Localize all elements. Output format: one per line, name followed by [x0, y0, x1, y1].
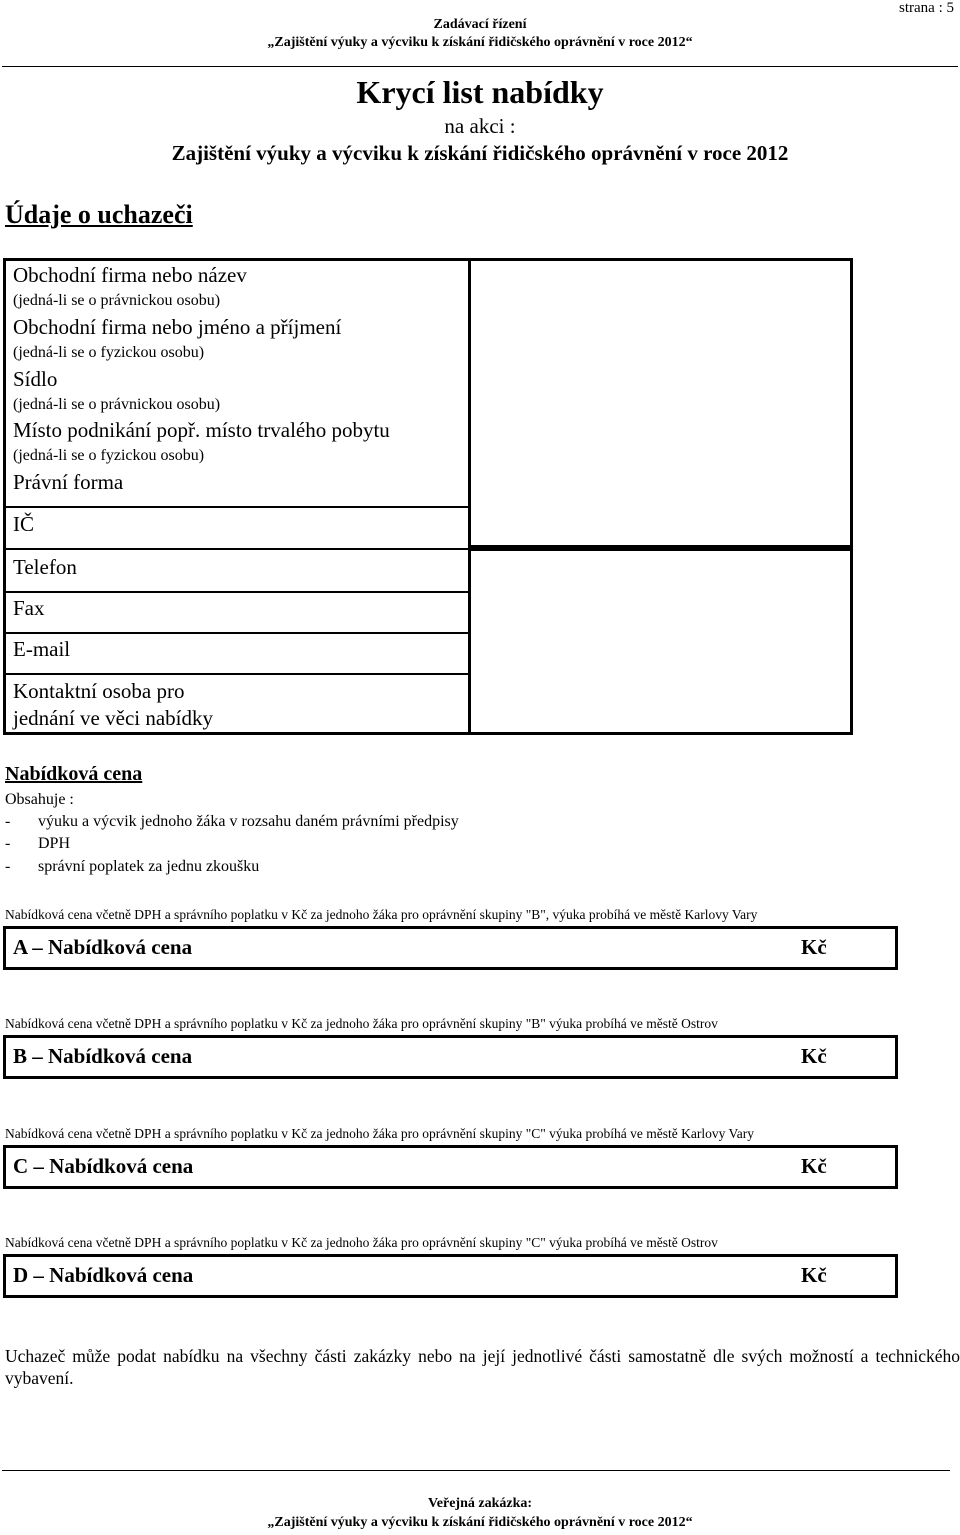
field-label-legal-form: Právní forma — [13, 470, 124, 494]
price-item-text: výuku a výcvik jednoho žáka v rozsahu daném právními předpisy — [38, 813, 459, 830]
field-note-business-place: (jedná-li se o fyzickou osobu) — [13, 447, 205, 464]
document-title: Krycí list nabídky — [356, 74, 604, 110]
applicant-labels-column — [3, 258, 470, 735]
price-item-text: správní poplatek za jednu zkoušku — [38, 858, 260, 875]
table-row-divider — [6, 591, 470, 593]
field-label-person-name: Obchodní firma nebo jméno a příjmení — [13, 315, 342, 339]
header-divider — [2, 66, 958, 67]
table-row-divider — [6, 548, 470, 550]
bullet-dash: - — [5, 835, 11, 852]
field-label-fax: Fax — [13, 596, 45, 620]
price-item — [5, 813, 459, 831]
footer-divider — [2, 1470, 950, 1471]
field-label-ic: IČ — [13, 512, 34, 536]
field-label-phone: Telefon — [13, 555, 77, 579]
field-label-contact-person-line2: jednání ve věci nabídky — [13, 706, 214, 730]
price-d-label: D – Nabídková cena — [13, 1263, 194, 1287]
price-c-label: C – Nabídková cena — [13, 1154, 194, 1178]
price-a-description: Nabídková cena včetně DPH a správního poplatku v Kč za jednoho žáka pro oprávnění skupiny "B", výuka probíhá ve městě Karlovy Vary — [5, 907, 758, 922]
closing-paragraph: Uchazeč může podat nabídku na všechny části zakázky nebo na její jednotlivé části samostatně dle svých možností a technického vybavení. — [5, 1346, 960, 1388]
price-c-box[interactable] — [3, 1145, 898, 1189]
price-a-box[interactable] — [3, 926, 898, 970]
field-note-company-name: (jedná-li se o právnickou osobu) — [13, 292, 221, 309]
field-label-contact-person: Kontaktní osoba pro — [13, 679, 185, 703]
price-a-currency: Kč — [801, 935, 827, 959]
price-c-currency: Kč — [801, 1154, 827, 1178]
header-label: Zadávací řízení — [433, 17, 527, 32]
document-subtitle: na akci : — [444, 114, 516, 138]
price-item-text: DPH — [38, 835, 71, 852]
price-b-description: Nabídková cena včetně DPH a správního poplatku v Kč za jednoho žáka pro oprávnění skupiny "B" výuka probíhá ve městě Ostrov — [5, 1016, 718, 1031]
price-d-box[interactable] — [3, 1254, 898, 1298]
table-row-divider — [6, 506, 470, 508]
footer-title: „Zajištění výuky a výcviku k získání řidičského oprávnění v roce 2012“ — [267, 1515, 693, 1530]
bullet-dash: - — [5, 813, 11, 830]
field-label-seat: Sídlo — [13, 367, 58, 391]
price-item — [5, 858, 259, 876]
field-label-email: E-mail — [13, 637, 71, 661]
table-row-divider — [6, 632, 470, 634]
field-note-seat: (jedná-li se o právnickou osobu) — [13, 396, 221, 413]
price-contains-label: Obsahuje : — [5, 791, 74, 808]
price-c-description: Nabídková cena včetně DPH a správního poplatku v Kč za jednoho žáka pro oprávnění skupiny "C" výuka probíhá ve městě Karlovy Vary — [5, 1126, 754, 1141]
applicant-section-title: Údaje o uchazeči — [5, 200, 193, 229]
price-section-title: Nabídková cena — [5, 763, 143, 785]
table-row-divider — [6, 673, 470, 675]
document-subject: Zajištění výuky a výcviku k získání řidičského oprávnění v roce 2012 — [171, 141, 789, 165]
applicant-value-cell-lower[interactable] — [468, 548, 853, 735]
price-item — [5, 835, 70, 853]
price-b-currency: Kč — [801, 1044, 827, 1068]
header-title: „Zajištění výuky a výcviku k získání řidičského oprávnění v roce 2012“ — [267, 35, 693, 50]
applicant-value-cell-upper[interactable] — [468, 258, 853, 548]
field-label-company-name: Obchodní firma nebo název — [13, 263, 247, 287]
price-b-box[interactable] — [3, 1035, 898, 1079]
bullet-dash: - — [5, 858, 11, 875]
page-number: strana : 5 — [899, 0, 954, 16]
field-note-person-name: (jedná-li se o fyzickou osobu) — [13, 344, 205, 361]
price-b-label: B – Nabídková cena — [13, 1044, 193, 1068]
footer-label: Veřejná zakázka: — [427, 1496, 533, 1511]
price-a-label: A – Nabídková cena — [13, 935, 193, 959]
price-d-description: Nabídková cena včetně DPH a správního poplatku v Kč za jednoho žáka pro oprávnění skupiny "C" výuka probíhá ve městě Ostrov — [5, 1235, 718, 1250]
field-label-business-place: Místo podnikání popř. místo trvalého pobytu — [13, 418, 390, 442]
applicant-table — [3, 258, 853, 735]
price-d-currency: Kč — [801, 1263, 827, 1287]
